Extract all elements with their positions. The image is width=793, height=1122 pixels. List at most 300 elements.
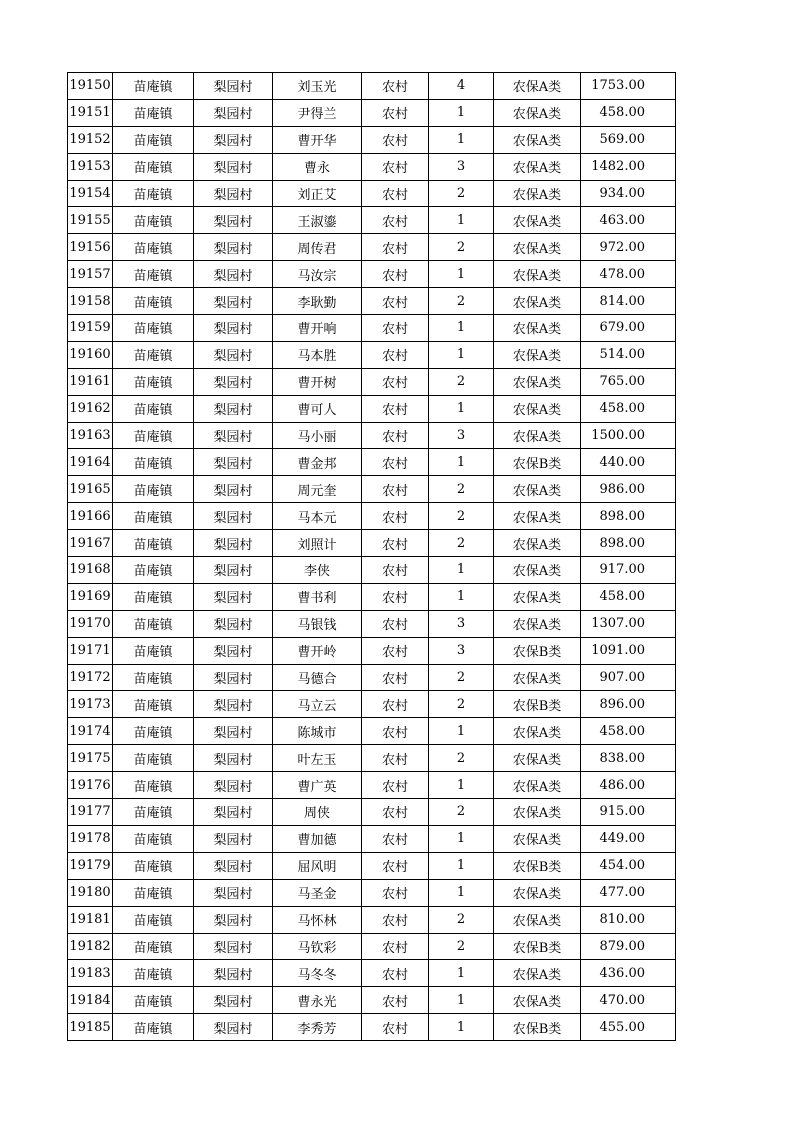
amount-cell: 455.00 [581, 1014, 676, 1041]
insurance-type-cell: 农保A类 [494, 126, 581, 153]
village-cell: 梨园村 [194, 126, 273, 153]
row-number-cell: 19155 [68, 207, 113, 234]
table-row [68, 987, 676, 1014]
village-cell: 梨园村 [194, 530, 273, 557]
insurance-type-cell: 农保A类 [494, 341, 581, 368]
amount-cell: 898.00 [581, 530, 676, 557]
insurance-type-cell: 农保A类 [494, 825, 581, 852]
household-size-cell: 2 [429, 745, 494, 772]
table-row [68, 879, 676, 906]
amount-cell: 765.00 [581, 368, 676, 395]
name-cell: 李耿勤 [273, 288, 362, 315]
table-row [68, 691, 676, 718]
insurance-type-cell: 农保A类 [494, 99, 581, 126]
area-type-cell: 农村 [362, 825, 429, 852]
row-number-cell: 19158 [68, 288, 113, 315]
household-size-cell: 4 [429, 73, 494, 100]
table-row [68, 315, 676, 342]
town-cell: 苗庵镇 [113, 126, 194, 153]
amount-cell: 814.00 [581, 288, 676, 315]
table-row [68, 368, 676, 395]
household-size-cell: 1 [429, 987, 494, 1014]
area-type-cell: 农村 [362, 718, 429, 745]
household-size-cell: 1 [429, 315, 494, 342]
name-cell: 曹开岭 [273, 637, 362, 664]
area-type-cell: 农村 [362, 530, 429, 557]
town-cell: 苗庵镇 [113, 772, 194, 799]
row-number-cell: 19157 [68, 261, 113, 288]
table-row [68, 933, 676, 960]
area-type-cell: 农村 [362, 745, 429, 772]
amount-cell: 879.00 [581, 933, 676, 960]
household-size-cell: 1 [429, 852, 494, 879]
area-type-cell: 农村 [362, 126, 429, 153]
name-cell: 马冬冬 [273, 960, 362, 987]
row-number-cell: 19173 [68, 691, 113, 718]
insurance-type-cell: 农保A类 [494, 557, 581, 584]
town-cell: 苗庵镇 [113, 557, 194, 584]
amount-cell: 838.00 [581, 745, 676, 772]
amount-cell: 436.00 [581, 960, 676, 987]
row-number-cell: 19164 [68, 449, 113, 476]
table-row [68, 126, 676, 153]
town-cell: 苗庵镇 [113, 234, 194, 261]
insurance-type-cell: 农保A类 [494, 610, 581, 637]
name-cell: 屈风明 [273, 852, 362, 879]
name-cell: 马德合 [273, 664, 362, 691]
village-cell: 梨园村 [194, 207, 273, 234]
area-type-cell: 农村 [362, 315, 429, 342]
insurance-type-cell: 农保A类 [494, 476, 581, 503]
village-cell: 梨园村 [194, 449, 273, 476]
insurance-type-cell: 农保A类 [494, 772, 581, 799]
table-row [68, 180, 676, 207]
village-cell: 梨园村 [194, 637, 273, 664]
table-row [68, 637, 676, 664]
insurance-type-cell: 农保A类 [494, 583, 581, 610]
area-type-cell: 农村 [362, 395, 429, 422]
insurance-type-cell: 农保A类 [494, 153, 581, 180]
household-size-cell: 1 [429, 395, 494, 422]
name-cell: 陈城市 [273, 718, 362, 745]
village-cell: 梨园村 [194, 73, 273, 100]
village-cell: 梨园村 [194, 906, 273, 933]
area-type-cell: 农村 [362, 772, 429, 799]
row-number-cell: 19161 [68, 368, 113, 395]
insurance-type-cell: 农保A类 [494, 745, 581, 772]
town-cell: 苗庵镇 [113, 73, 194, 100]
row-number-cell: 19166 [68, 503, 113, 530]
household-size-cell: 1 [429, 960, 494, 987]
records-table [67, 72, 676, 1041]
amount-cell: 1091.00 [581, 637, 676, 664]
row-number-cell: 19177 [68, 799, 113, 826]
town-cell: 苗庵镇 [113, 933, 194, 960]
name-cell: 李侠 [273, 557, 362, 584]
town-cell: 苗庵镇 [113, 637, 194, 664]
town-cell: 苗庵镇 [113, 207, 194, 234]
village-cell: 梨园村 [194, 261, 273, 288]
amount-cell: 986.00 [581, 476, 676, 503]
town-cell: 苗庵镇 [113, 530, 194, 557]
insurance-type-cell: 农保A类 [494, 987, 581, 1014]
row-number-cell: 19185 [68, 1014, 113, 1041]
household-size-cell: 1 [429, 825, 494, 852]
town-cell: 苗庵镇 [113, 799, 194, 826]
household-size-cell: 2 [429, 664, 494, 691]
area-type-cell: 农村 [362, 852, 429, 879]
town-cell: 苗庵镇 [113, 906, 194, 933]
village-cell: 梨园村 [194, 180, 273, 207]
name-cell: 马圣金 [273, 879, 362, 906]
table-row [68, 557, 676, 584]
village-cell: 梨园村 [194, 288, 273, 315]
amount-cell: 449.00 [581, 825, 676, 852]
table-row [68, 960, 676, 987]
insurance-type-cell: 农保A类 [494, 422, 581, 449]
name-cell: 马汝宗 [273, 261, 362, 288]
village-cell: 梨园村 [194, 718, 273, 745]
table-row [68, 341, 676, 368]
amount-cell: 458.00 [581, 583, 676, 610]
town-cell: 苗庵镇 [113, 610, 194, 637]
area-type-cell: 农村 [362, 503, 429, 530]
row-number-cell: 19176 [68, 772, 113, 799]
household-size-cell: 2 [429, 476, 494, 503]
household-size-cell: 2 [429, 906, 494, 933]
household-size-cell: 2 [429, 234, 494, 261]
name-cell: 尹得兰 [273, 99, 362, 126]
amount-cell: 454.00 [581, 852, 676, 879]
insurance-type-cell: 农保B类 [494, 637, 581, 664]
area-type-cell: 农村 [362, 341, 429, 368]
row-number-cell: 19182 [68, 933, 113, 960]
insurance-type-cell: 农保A类 [494, 664, 581, 691]
amount-cell: 679.00 [581, 315, 676, 342]
area-type-cell: 农村 [362, 153, 429, 180]
household-size-cell: 1 [429, 207, 494, 234]
household-size-cell: 1 [429, 449, 494, 476]
insurance-type-cell: 农保B类 [494, 691, 581, 718]
table-row [68, 825, 676, 852]
insurance-type-cell: 农保A类 [494, 799, 581, 826]
amount-cell: 470.00 [581, 987, 676, 1014]
household-size-cell: 1 [429, 583, 494, 610]
town-cell: 苗庵镇 [113, 395, 194, 422]
village-cell: 梨园村 [194, 772, 273, 799]
area-type-cell: 农村 [362, 583, 429, 610]
household-size-cell: 2 [429, 368, 494, 395]
village-cell: 梨园村 [194, 1014, 273, 1041]
household-size-cell: 1 [429, 879, 494, 906]
area-type-cell: 农村 [362, 368, 429, 395]
row-number-cell: 19151 [68, 99, 113, 126]
village-cell: 梨园村 [194, 745, 273, 772]
row-number-cell: 19160 [68, 341, 113, 368]
table-row [68, 261, 676, 288]
name-cell: 李秀芳 [273, 1014, 362, 1041]
town-cell: 苗庵镇 [113, 745, 194, 772]
amount-cell: 934.00 [581, 180, 676, 207]
name-cell: 马小丽 [273, 422, 362, 449]
table-row [68, 449, 676, 476]
village-cell: 梨园村 [194, 664, 273, 691]
area-type-cell: 农村 [362, 637, 429, 664]
household-size-cell: 1 [429, 341, 494, 368]
row-number-cell: 19163 [68, 422, 113, 449]
village-cell: 梨园村 [194, 557, 273, 584]
household-size-cell: 2 [429, 691, 494, 718]
amount-cell: 486.00 [581, 772, 676, 799]
amount-cell: 898.00 [581, 503, 676, 530]
row-number-cell: 19175 [68, 745, 113, 772]
area-type-cell: 农村 [362, 610, 429, 637]
amount-cell: 458.00 [581, 99, 676, 126]
household-size-cell: 3 [429, 153, 494, 180]
village-cell: 梨园村 [194, 503, 273, 530]
name-cell: 马银钱 [273, 610, 362, 637]
village-cell: 梨园村 [194, 422, 273, 449]
name-cell: 叶左玉 [273, 745, 362, 772]
name-cell: 曹开华 [273, 126, 362, 153]
amount-cell: 1753.00 [581, 73, 676, 100]
village-cell: 梨园村 [194, 153, 273, 180]
name-cell: 周侠 [273, 799, 362, 826]
amount-cell: 1500.00 [581, 422, 676, 449]
household-size-cell: 2 [429, 180, 494, 207]
town-cell: 苗庵镇 [113, 341, 194, 368]
table-row [68, 422, 676, 449]
village-cell: 梨园村 [194, 852, 273, 879]
household-size-cell: 1 [429, 718, 494, 745]
household-size-cell: 3 [429, 637, 494, 664]
insurance-type-cell: 农保A类 [494, 503, 581, 530]
amount-cell: 478.00 [581, 261, 676, 288]
insurance-type-cell: 农保A类 [494, 530, 581, 557]
insurance-type-cell: 农保A类 [494, 879, 581, 906]
row-number-cell: 19165 [68, 476, 113, 503]
records-body [68, 73, 676, 1041]
name-cell: 曹开响 [273, 315, 362, 342]
village-cell: 梨园村 [194, 99, 273, 126]
row-number-cell: 19184 [68, 987, 113, 1014]
insurance-type-cell: 农保A类 [494, 234, 581, 261]
row-number-cell: 19178 [68, 825, 113, 852]
insurance-type-cell: 农保B类 [494, 449, 581, 476]
area-type-cell: 农村 [362, 557, 429, 584]
amount-cell: 917.00 [581, 557, 676, 584]
table-row [68, 745, 676, 772]
insurance-type-cell: 农保B类 [494, 852, 581, 879]
insurance-type-cell: 农保A类 [494, 395, 581, 422]
amount-cell: 1482.00 [581, 153, 676, 180]
amount-cell: 463.00 [581, 207, 676, 234]
town-cell: 苗庵镇 [113, 99, 194, 126]
table-row [68, 503, 676, 530]
table-row [68, 664, 676, 691]
household-size-cell: 3 [429, 422, 494, 449]
table-row [68, 153, 676, 180]
table-row [68, 852, 676, 879]
village-cell: 梨园村 [194, 933, 273, 960]
insurance-type-cell: 农保A类 [494, 261, 581, 288]
row-number-cell: 19180 [68, 879, 113, 906]
row-number-cell: 19183 [68, 960, 113, 987]
table-row [68, 99, 676, 126]
area-type-cell: 农村 [362, 906, 429, 933]
name-cell: 周传君 [273, 234, 362, 261]
table-row [68, 288, 676, 315]
name-cell: 曹永光 [273, 987, 362, 1014]
table-row [68, 799, 676, 826]
insurance-type-cell: 农保A类 [494, 207, 581, 234]
table-row [68, 1014, 676, 1041]
name-cell: 马本元 [273, 503, 362, 530]
area-type-cell: 农村 [362, 960, 429, 987]
row-number-cell: 19179 [68, 852, 113, 879]
name-cell: 刘照计 [273, 530, 362, 557]
insurance-type-cell: 农保A类 [494, 906, 581, 933]
area-type-cell: 农村 [362, 933, 429, 960]
area-type-cell: 农村 [362, 234, 429, 261]
area-type-cell: 农村 [362, 691, 429, 718]
town-cell: 苗庵镇 [113, 315, 194, 342]
insurance-type-cell: 农保A类 [494, 960, 581, 987]
insurance-type-cell: 农保A类 [494, 73, 581, 100]
household-size-cell: 1 [429, 772, 494, 799]
row-number-cell: 19159 [68, 315, 113, 342]
amount-cell: 514.00 [581, 341, 676, 368]
household-size-cell: 1 [429, 557, 494, 584]
village-cell: 梨园村 [194, 960, 273, 987]
row-number-cell: 19152 [68, 126, 113, 153]
amount-cell: 810.00 [581, 906, 676, 933]
town-cell: 苗庵镇 [113, 718, 194, 745]
household-size-cell: 2 [429, 503, 494, 530]
name-cell: 曹永 [273, 153, 362, 180]
household-size-cell: 2 [429, 288, 494, 315]
town-cell: 苗庵镇 [113, 422, 194, 449]
town-cell: 苗庵镇 [113, 261, 194, 288]
area-type-cell: 农村 [362, 207, 429, 234]
row-number-cell: 19153 [68, 153, 113, 180]
table-row [68, 718, 676, 745]
amount-cell: 440.00 [581, 449, 676, 476]
insurance-type-cell: 农保A类 [494, 180, 581, 207]
village-cell: 梨园村 [194, 368, 273, 395]
amount-cell: 972.00 [581, 234, 676, 261]
town-cell: 苗庵镇 [113, 368, 194, 395]
insurance-type-cell: 农保A类 [494, 288, 581, 315]
town-cell: 苗庵镇 [113, 852, 194, 879]
village-cell: 梨园村 [194, 476, 273, 503]
village-cell: 梨园村 [194, 610, 273, 637]
town-cell: 苗庵镇 [113, 664, 194, 691]
row-number-cell: 19169 [68, 583, 113, 610]
row-number-cell: 19181 [68, 906, 113, 933]
amount-cell: 477.00 [581, 879, 676, 906]
row-number-cell: 19171 [68, 637, 113, 664]
town-cell: 苗庵镇 [113, 503, 194, 530]
town-cell: 苗庵镇 [113, 180, 194, 207]
village-cell: 梨园村 [194, 987, 273, 1014]
village-cell: 梨园村 [194, 691, 273, 718]
name-cell: 马本胜 [273, 341, 362, 368]
village-cell: 梨园村 [194, 341, 273, 368]
amount-cell: 1307.00 [581, 610, 676, 637]
name-cell: 刘正艾 [273, 180, 362, 207]
town-cell: 苗庵镇 [113, 288, 194, 315]
row-number-cell: 19162 [68, 395, 113, 422]
village-cell: 梨园村 [194, 879, 273, 906]
row-number-cell: 19170 [68, 610, 113, 637]
area-type-cell: 农村 [362, 987, 429, 1014]
table-row [68, 234, 676, 261]
area-type-cell: 农村 [362, 476, 429, 503]
name-cell: 曹加德 [273, 825, 362, 852]
area-type-cell: 农村 [362, 99, 429, 126]
area-type-cell: 农村 [362, 261, 429, 288]
village-cell: 梨园村 [194, 583, 273, 610]
area-type-cell: 农村 [362, 1014, 429, 1041]
town-cell: 苗庵镇 [113, 691, 194, 718]
table-row [68, 610, 676, 637]
insurance-type-cell: 农保A类 [494, 718, 581, 745]
row-number-cell: 19150 [68, 73, 113, 100]
town-cell: 苗庵镇 [113, 153, 194, 180]
name-cell: 马钦彩 [273, 933, 362, 960]
amount-cell: 896.00 [581, 691, 676, 718]
town-cell: 苗庵镇 [113, 960, 194, 987]
name-cell: 曹开树 [273, 368, 362, 395]
town-cell: 苗庵镇 [113, 476, 194, 503]
household-size-cell: 1 [429, 126, 494, 153]
table-row [68, 906, 676, 933]
village-cell: 梨园村 [194, 315, 273, 342]
row-number-cell: 19156 [68, 234, 113, 261]
table-row [68, 73, 676, 100]
row-number-cell: 19154 [68, 180, 113, 207]
village-cell: 梨园村 [194, 395, 273, 422]
insurance-type-cell: 农保A类 [494, 368, 581, 395]
table-row [68, 207, 676, 234]
town-cell: 苗庵镇 [113, 1014, 194, 1041]
village-cell: 梨园村 [194, 799, 273, 826]
name-cell: 曹可人 [273, 395, 362, 422]
household-size-cell: 2 [429, 799, 494, 826]
village-cell: 梨园村 [194, 825, 273, 852]
area-type-cell: 农村 [362, 180, 429, 207]
name-cell: 曹书利 [273, 583, 362, 610]
name-cell: 王淑鎏 [273, 207, 362, 234]
table-row [68, 772, 676, 799]
town-cell: 苗庵镇 [113, 825, 194, 852]
household-size-cell: 1 [429, 1014, 494, 1041]
row-number-cell: 19174 [68, 718, 113, 745]
town-cell: 苗庵镇 [113, 987, 194, 1014]
name-cell: 马立云 [273, 691, 362, 718]
household-size-cell: 2 [429, 530, 494, 557]
table-row [68, 395, 676, 422]
row-number-cell: 19172 [68, 664, 113, 691]
household-size-cell: 2 [429, 933, 494, 960]
table-row [68, 476, 676, 503]
table-row [68, 530, 676, 557]
village-cell: 梨园村 [194, 234, 273, 261]
amount-cell: 458.00 [581, 718, 676, 745]
amount-cell: 569.00 [581, 126, 676, 153]
name-cell: 曹金邦 [273, 449, 362, 476]
